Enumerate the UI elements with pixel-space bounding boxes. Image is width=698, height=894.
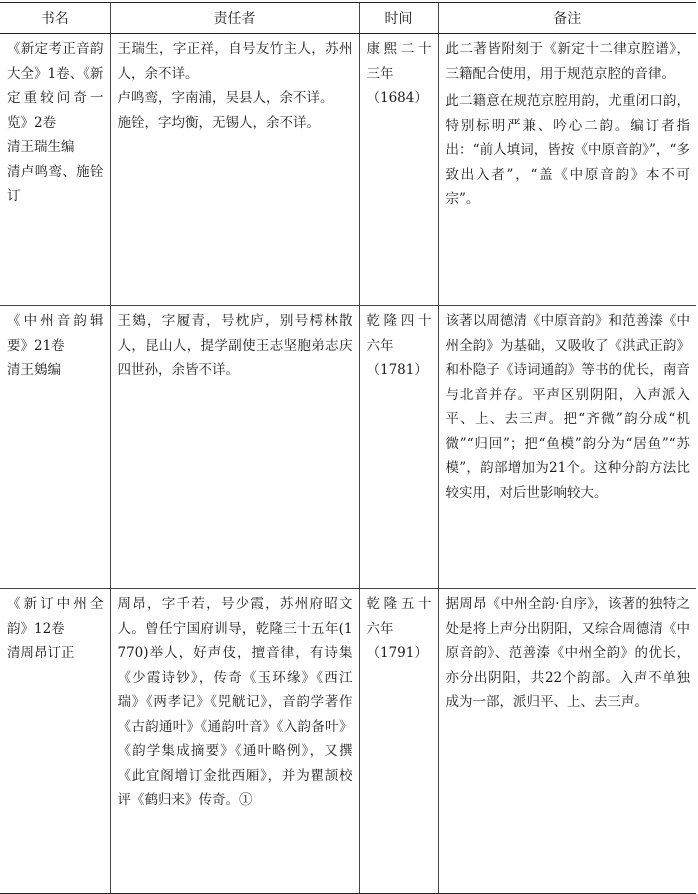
book-cell [0,589,110,894]
table-row [0,589,696,894]
notes-cell [438,589,696,894]
header-notes: 备注 [438,3,696,34]
book-reviser: 清卢鸣鸾、施铨订 [7,163,104,204]
ad-year: （1684） [366,90,428,106]
header-row [0,3,696,34]
book-table [0,2,696,894]
note-paragraph: 此二著皆附刻于《新定十二律京腔谱》，三籍配合使用，用于规范京腔的音律。 [445,41,690,82]
authors-cell [110,306,359,589]
table-row [0,34,696,306]
book-cell [0,34,110,306]
author-entry: 王鵕，字履青，号枕庐，别号樗林散人，昆山人，提学副使王志坚胞弟志庆四世孙，余皆不详。 [117,313,353,378]
header-book: 书名 [0,3,110,34]
era-year: 康熙二十三年 [366,41,432,82]
book-title: 《新定考正音韵大全》1卷、《新定重较问奇一览》2卷 [7,41,104,131]
author-entry: 卢鸣鸾，字南浦，吴县人，余不详。 [117,90,334,106]
authors-cell [110,589,359,894]
author-entry: 施铨，字均衡，无锡人，余不详。 [117,114,320,131]
time-cell [359,34,438,306]
note-paragraph: 此二籍意在规范京腔用韵，尤重闭口韵，特别标明严兼、吟心二韵。编订者指出：“前人填词，皆按《中原音韵》”，“多致出入者”，“盖《中原音韵》本不可宗”。 [445,93,690,207]
note-paragraph: 据周昂《中州全韵·自序》，该著的独特之处是将上声分出阴阳，又综合周德清《中原音韵》、范善溱《中州全韵》的优长，亦分出阴阳，共22个韵部。入声不单独成为一部，派归平、上、去三声。 [445,596,690,710]
ad-year: （1781） [366,362,428,378]
ad-year: （1791） [366,645,428,661]
time-cell [359,306,438,589]
book-editor: 清王瑞生编 [7,139,75,155]
book-title: 《中州音韵辑要》21卷 [7,313,104,354]
notes-cell [438,34,696,306]
book-title: 《新订中州全韵》12卷 [7,596,104,637]
header-time: 时间 [359,3,438,34]
author-entry: 周昂，字千若，号少霞，苏州府昭文人。曾任宁国府训导，乾隆三十五年(1770)举人，好声伎，擅音律，有诗集《少霞诗钞》，传奇《玉环缘》《西江瑞》《两孝记》《兕觥记》，音韵学著作《古韵通叶》《通韵叶音》《入韵备叶》《韵学集成摘要》《通叶略例》，又撰《此宜阁增订金批西厢》，并为瞿颉校评《鹤归来》传奇。① [117,596,353,808]
author-entry: 王瑞生，字正祥，自号友竹主人，苏州人，余不详。 [117,41,353,82]
book-editor: 清周昂订正 [7,645,75,661]
table-row [0,306,696,589]
era-year: 乾隆四十六年 [366,313,432,354]
header-authors: 责任者 [110,3,359,34]
authors-cell [110,34,359,306]
note-paragraph: 该著以周德清《中原音韵》和范善溱《中州全韵》为基础，又吸收了《洪武正韵》和朴隐子《诗词通韵》等书的优长，南音与北音并存。平声区别阴阳，入声派入平、上、去三声。把“齐微”韵分成“机微”“归回”；把“鱼模”韵分为“居鱼”“苏模”，韵部增加为21个。这种分韵方法比较实用，对后世影响较大。 [445,313,690,501]
book-editor: 清王鵕编 [7,362,61,378]
notes-cell [438,306,696,589]
era-year: 乾隆五十六年 [366,596,432,637]
book-cell [0,306,110,589]
time-cell [359,589,438,894]
